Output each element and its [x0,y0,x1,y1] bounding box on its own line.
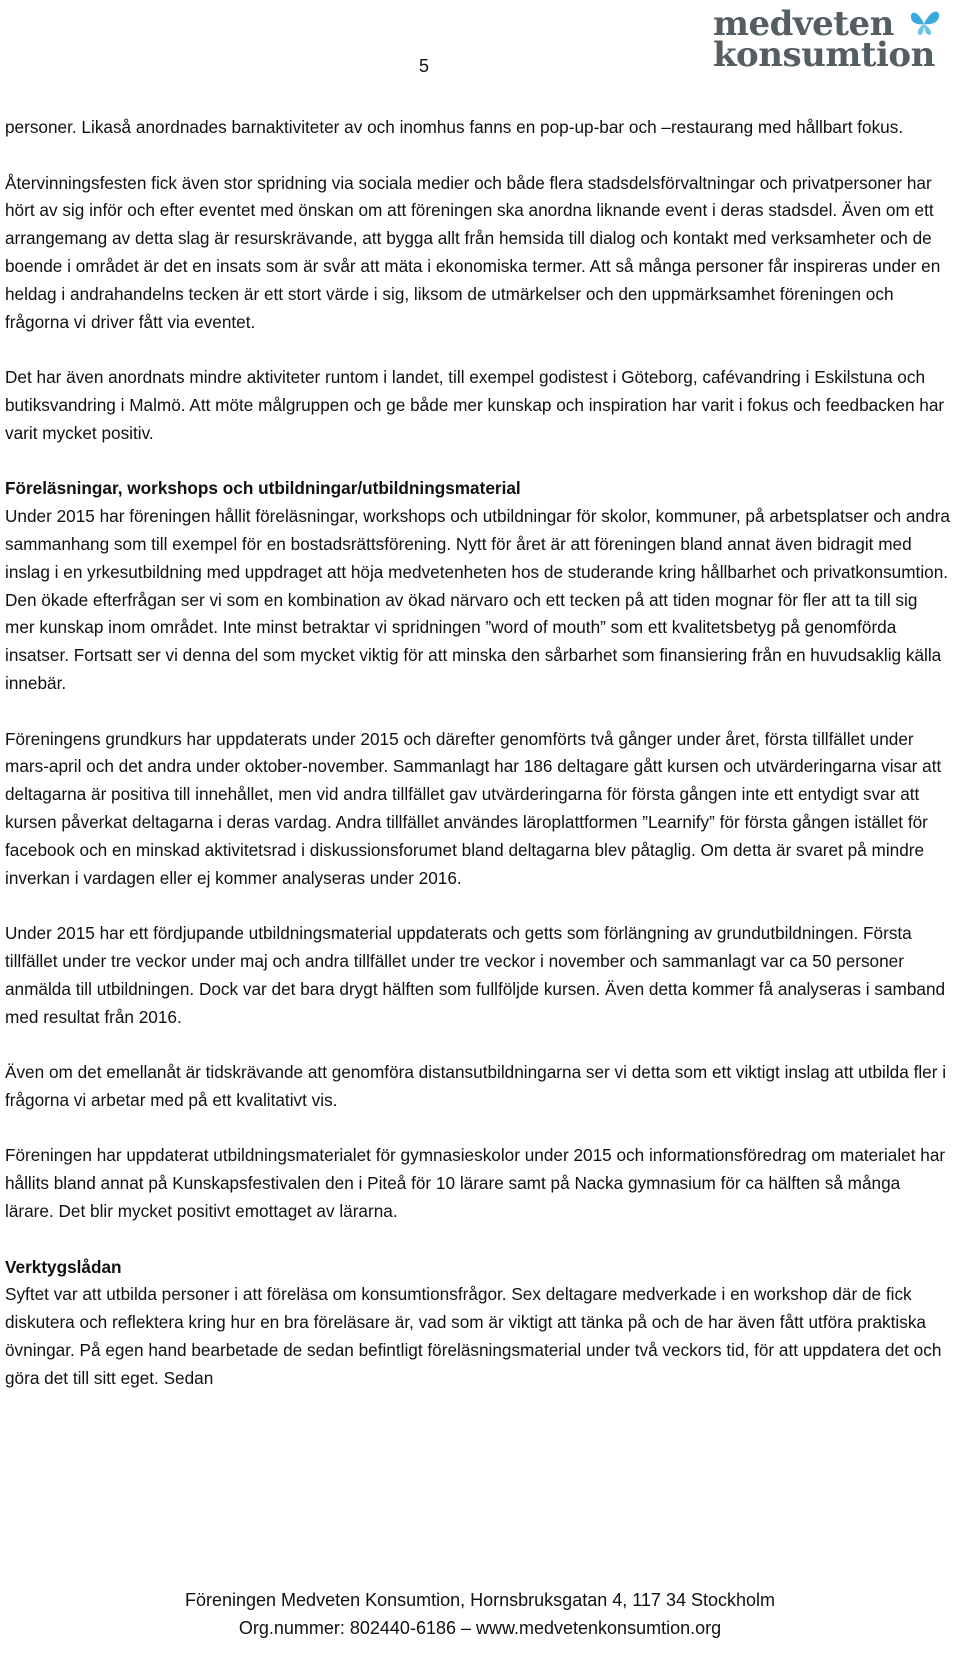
paragraph: Även om det emellanåt är tidskrävande att genomföra distansutbildningarna ser vi detta som ett viktigt inslag att utbilda fler i frågorna vi arbetar med på ett kvalitativt vis. [5,1062,947,1110]
footer-address: Föreningen Medveten Konsumtion, Hornsbruksgatan 4, 117 34 Stockholm [184,1590,775,1610]
logo [713,4,945,75]
paragraph: Föreningen har uppdaterat utbildningsmaterialet för gymnasieskolor under 2015 och informationsföredrag om materialet har hållits bland annat på Kunskapsfestivalen den i Piteå för 10 lärare samt på Nacka gymnasium för ca hälften så många lärare. Det blir mycket positivt emottaget av lärarna. [5,1145,946,1222]
paragraph: personer. Likaså anordnades barnaktiviteter av och inomhus fanns en pop-up-bar och –restaurang med hållbart fokus. [5,117,904,137]
logo-line-1: medveten [713,4,894,44]
page-number: 5 [419,56,430,76]
paragraph: Syftet var att utbilda personer i att föreläsa om konsumtionsfrågor. Sex deltagare medverkade i en workshop där de fick diskutera och reflektera kring hur en bra föreläsare är, vad som är viktigt att tänka på och de har även fått utföra praktiska övningar. På egen hand bearbetade de sedan befintligt föreläsningsmaterial under två veckors tid, för att uppdatera det och göra det till sitt eget. Sedan [5,1284,942,1388]
section-block [5,475,950,697]
paragraph: Föreningens grundkurs har uppdaterats under 2015 och därefter genomförts två gånger under året, första tillfället under mars-april och det andra under oktober-november. Sammanlagt har 186 deltagare gått kursen och utvärderingarna visar att deltagarna är positiva till innehållet, men vid andra tillfället gav utvärderingarna för första gången inte ett entydigt svar att kursen påverkat deltagarna i deras vardag. Andra tillfället användes läroplattformen ”Learnify” för första gången istället för facebook och en minskad aktivitetsrad i diskussionsforumet bland deltagarna blev påtaglig. Om detta är svaret på mindre inverkan i vardagen eller ej kommer analyseras under 2016. [5,728,942,888]
section-heading-toolbox: Verktygslådan [5,1256,122,1277]
paragraph: Det har även anordnats mindre aktiviteter runtom i landet, till exempel godistest i Göteborg, cafévandring i Eskilstuna och butiksvandring i Malmö. Att möte målgruppen och ge både mer kunskap och inspiration har varit i fokus och feedbacken har varit mycket positiv. [5,367,945,443]
section-block [5,1254,950,1393]
paragraph: Under 2015 har föreningen hållit föreläsningar, workshops och utbildningar för skolor, kommuner, på arbetsplatser och andra sammanhang som till exempel för en bostadsrättsförening. Nytt för året är att föreningen bland annat även bidragit med inslag i en yrkesutbildning med uppdraget att höja medvetenheten hos de studerande kring hållbarhet och privatkonsumtion. Den ökade efterfrågan ser vi som en kombination av ökad närvaro och ett tecken på att tiden mognar för fler att ta till sig mer kunskap inom området. Inte minst betraktar vi spridningen ”word of mouth” som ett kvalitetsbetyg på genomförda insatser. Fortsatt ser vi denna del som mycket viktig för att minska den sårbarhet som finansiering från en huvudsaklig källa innebär. [5,506,950,693]
footer-org-number: Org.nummer: 802440-6186 – www.medvetenkonsumtion.org [238,1618,722,1638]
document-body [5,114,950,1420]
section-heading-lectures: Föreläsningar, workshops och utbildningar/utbildningsmaterial [5,478,521,499]
butterfly-icon [908,8,942,38]
paragraph: Under 2015 har ett fördjupande utbildningsmaterial uppdaterats och getts som förlängning av grundutbildningen. Första tillfället under tre veckor under maj och andra tillfället under tre veckor i november och sammanlagt var ca 50 personer anmälda till utbildningen. Dock var det bara drygt hälften som fullföljde kursen. Även detta kommer få analyseras i samband med resultat från 2016. [5,923,946,1027]
logo-line-2: konsumtion [713,35,935,75]
paragraph: Återvinningsfesten fick även stor spridning via sociala medier och både flera stadsdelsförvaltningar och privatpersoner har hört av sig inför och efter eventet med önskan om att föreningen ska anordna liknande event i deras stadsdel. Även om ett arrangemang av detta slag är resurskrävande, att bygga allt från hemsida till dialog och kontakt med verksamheter och de boende i området är det en insats som är svår att mäta i ekonomiska termer. Att så många personer får inspireras under en heldag i andrahandelns tecken är ett stort värde i sig, liksom de utmärkelser och den uppmärksamhet föreningen och frågorna vi driver fått via eventet. [5,172,941,332]
